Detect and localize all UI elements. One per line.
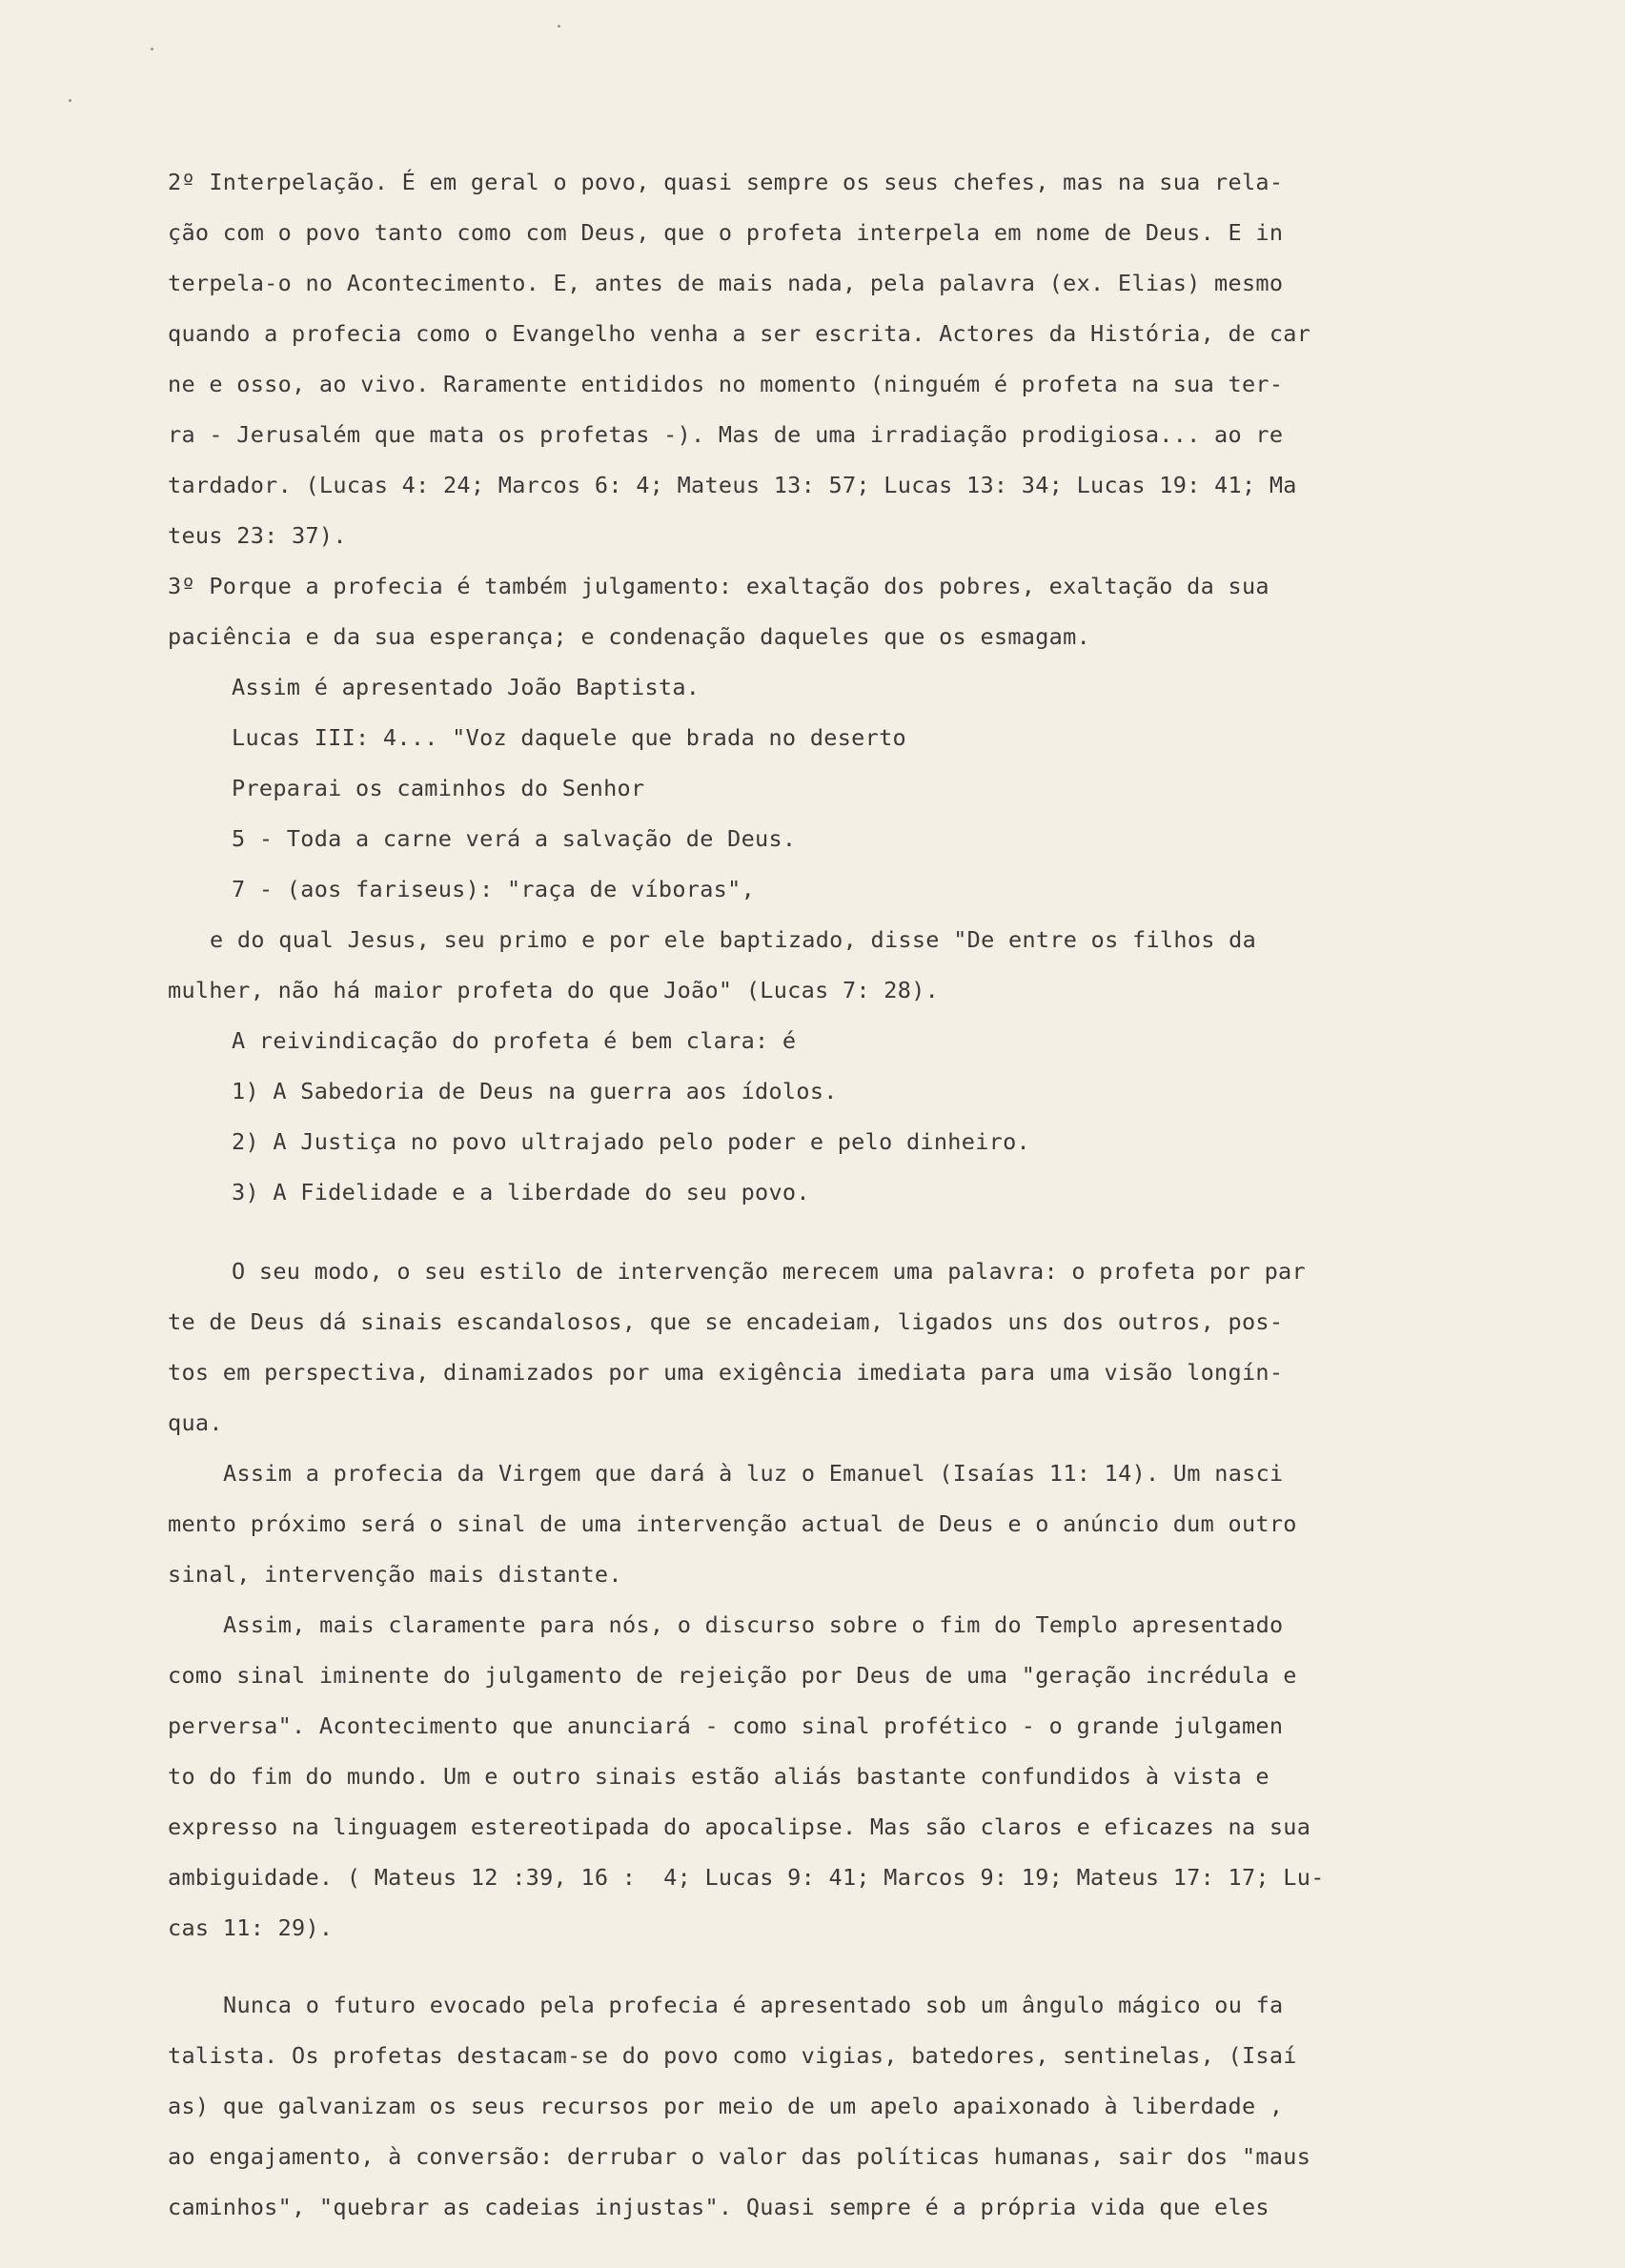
text-line: tos em perspectiva, dinamizados por uma exigência imediata para uma visão longín- (168, 1359, 1284, 1386)
text-line: e do qual Jesus, seu primo e por ele baptizado, disse "De entre os filhos da (210, 926, 1257, 953)
text-line: Nunca o futuro evocado pela profecia é apresentado sob um ângulo mágico ou fa (223, 1992, 1284, 2018)
text-line: O seu modo, o seu estilo de intervenção merecem uma palavra: o profeta por par (232, 1258, 1306, 1285)
text-line: Assim é apresentado João Baptista. (232, 674, 701, 700)
text-line: teus 23: 37). (168, 522, 347, 549)
text-line: 7 - (aos fariseus): "raça de víboras", (232, 876, 756, 902)
text-line: Assim, mais claramente para nós, o discurso sobre o fim do Templo apresentado (223, 1611, 1284, 1638)
text-line: 1) A Sabedoria de Deus na guerra aos ídolos. (232, 1078, 838, 1104)
text-line: expresso na linguagem estereotipada do apocalipse. Mas são claros e eficazes na sua (168, 1813, 1311, 1840)
text-line: to do fim do mundo. Um e outro sinais estão aliás bastante confundidos à vista e (168, 1763, 1270, 1790)
paper-speck (558, 25, 560, 28)
text-line: 3º Porque a profecia é também julgamento: exaltação dos pobres, exaltação da sua (168, 573, 1270, 599)
text-line: ção com o povo tanto como com Deus, que o profeta interpela em nome de Deus. E in (168, 219, 1284, 246)
text-line: Lucas III: 4... "Voz daquele que brada no deserto (232, 724, 906, 751)
text-line: mento próximo será o sinal de uma intervenção actual de Deus e o anúncio dum outro (168, 1510, 1297, 1537)
text-line: 2) A Justiça no povo ultrajado pelo poder e pelo dinheiro. (232, 1128, 1030, 1155)
text-line: 3) A Fidelidade e a liberdade do seu povo. (232, 1179, 810, 1205)
text-line: tardador. (Lucas 4: 24; Marcos 6: 4; Mateus 13: 57; Lucas 13: 34; Lucas 19: 41; Ma (168, 472, 1297, 498)
text-line: como sinal iminente do julgamento de rejeição por Deus de uma "geração incrédula e (168, 1662, 1297, 1689)
text-line: 2º Interpelação. É em geral o povo, quasi sempre os seus chefes, mas na sua rela- (168, 169, 1284, 195)
text-line: terpela-o no Acontecimento. E, antes de mais nada, pela palavra (ex. Elias) mesmo (168, 270, 1284, 296)
text-line: as) que galvanizam os seus recursos por meio de um apelo apaixonado à liberdade , (168, 2093, 1284, 2119)
text-line: talista. Os profetas destacam-se do povo como vigias, batedores, sentinelas, (Isaí (168, 2042, 1297, 2069)
text-line: Assim a profecia da Virgem que dará à luz o Emanuel (Isaías 11: 14). Um nasci (223, 1460, 1284, 1487)
text-line: qua. (168, 1409, 223, 1436)
text-line: ao engajamento, à conversão: derrubar o valor das políticas humanas, sair dos "maus (168, 2143, 1311, 2170)
text-line: mulher, não há maior profeta do que João" (Lucas 7: 28). (168, 977, 940, 1003)
text-line: perversa". Acontecimento que anunciará - como sinal profético - o grande julgamen (168, 1712, 1284, 1739)
text-line: 5 - Toda a carne verá a salvação de Deus. (232, 825, 797, 852)
paper-speck (151, 48, 153, 51)
text-line: ra - Jerusalém que mata os profetas -). Mas de uma irradiação prodigiosa... ao re (168, 421, 1284, 448)
paper-speck (69, 99, 71, 102)
text-line: ne e osso, ao vivo. Raramente entididos no momento (ninguém é profeta na sua ter- (168, 371, 1284, 397)
text-line: sinal, intervenção mais distante. (168, 1561, 622, 1588)
text-line: ambiguidade. ( Mateus 12 :39, 16 : 4; Lucas 9: 41; Marcos 9: 19; Mateus 17: 17; Lu- (168, 1864, 1325, 1891)
text-line: paciência e da sua esperança; e condenação daqueles que os esmagam. (168, 623, 1091, 650)
text-line: A reivindicação do profeta é bem clara: é (232, 1027, 797, 1054)
text-line: Preparai os caminhos do Senhor (232, 775, 645, 801)
text-line: quando a profecia como o Evangelho venha a ser escrita. Actores da História, de car (168, 320, 1311, 347)
text-line: cas 11: 29). (168, 1914, 334, 1941)
text-line: caminhos", "quebrar as cadeias injustas". Quasi sempre é a própria vida que eles (168, 2194, 1270, 2220)
text-line: te de Deus dá sinais escandalosos, que se encadeiam, ligados uns dos outros, pos- (168, 1308, 1284, 1335)
